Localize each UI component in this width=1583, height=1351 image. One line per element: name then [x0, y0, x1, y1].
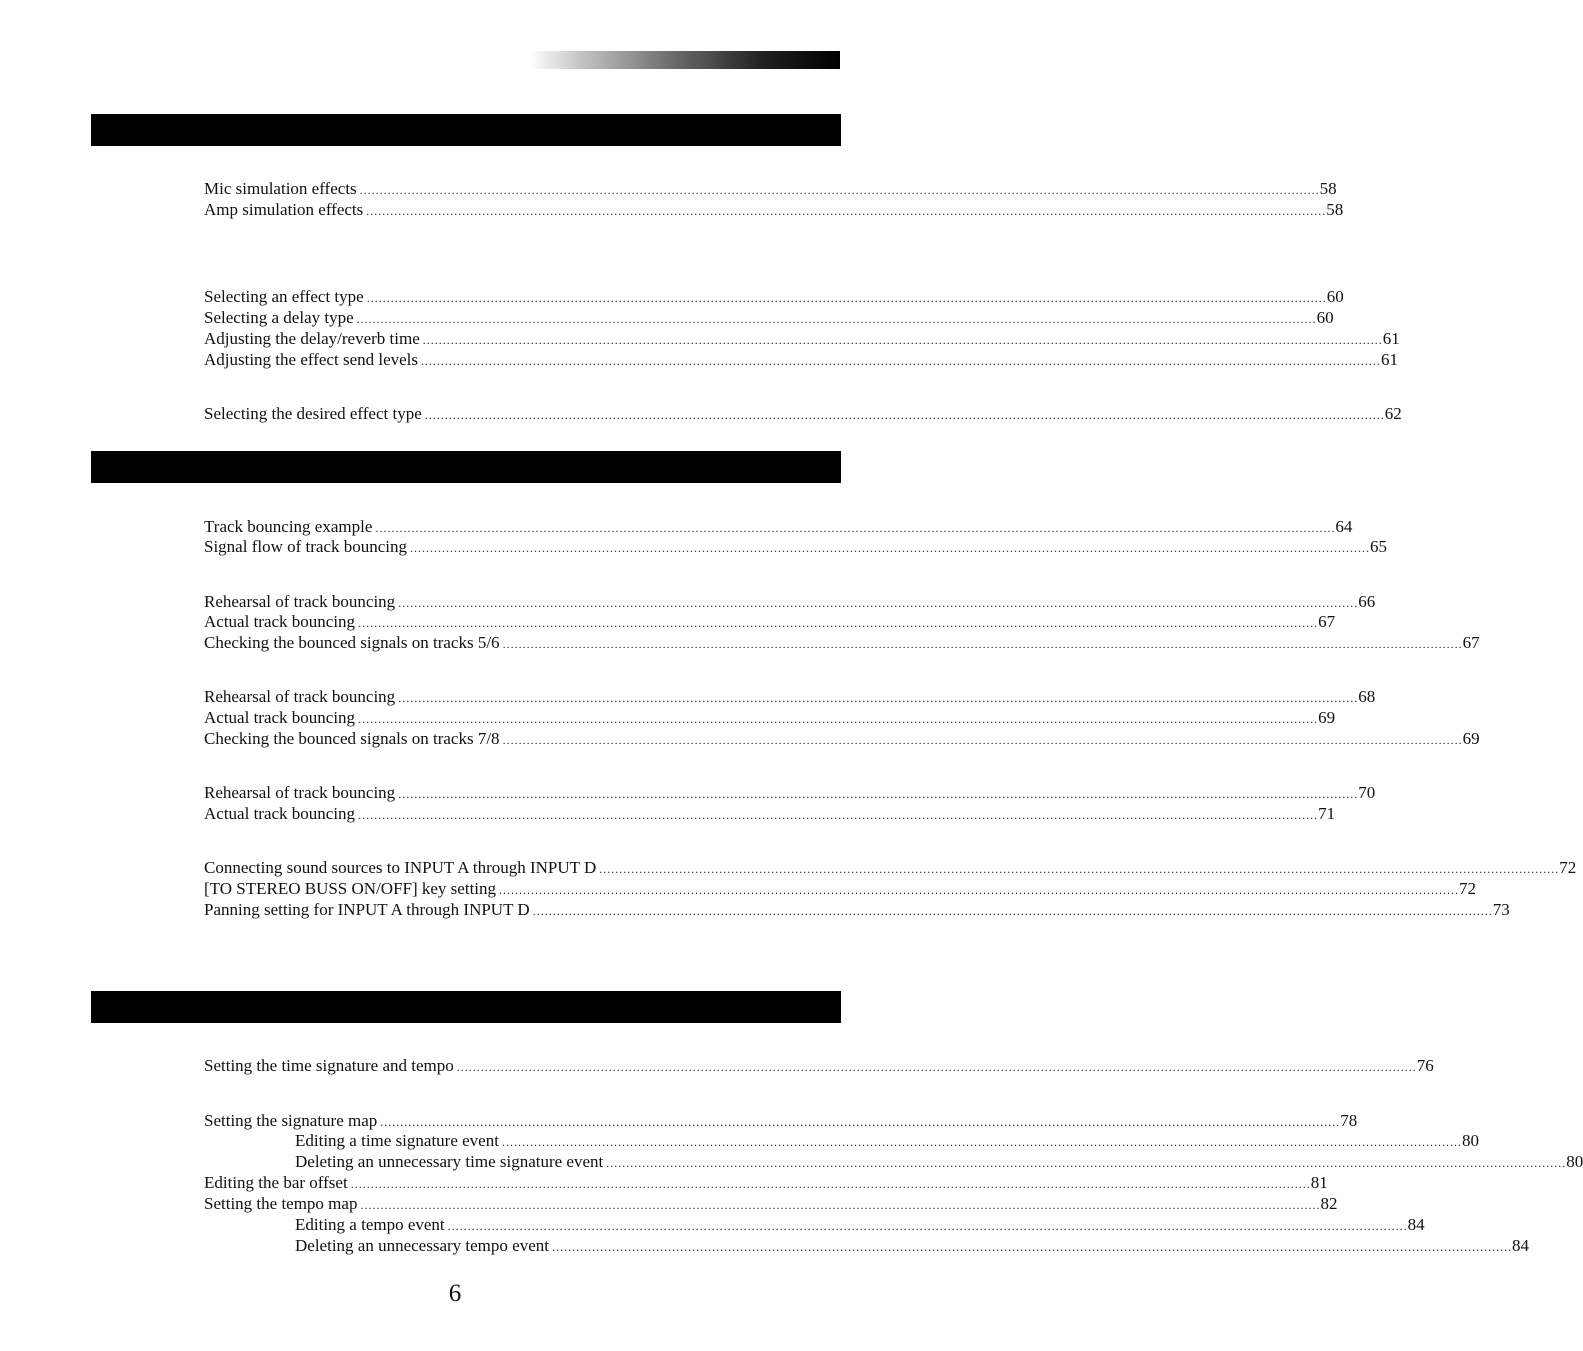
toc-entry-page: 60 — [1326, 287, 1344, 306]
toc-entry-title: Connecting sound sources to INPUT A through INPUT D — [204, 858, 597, 877]
toc-entry-page: 84 — [1511, 1236, 1529, 1255]
toc-entry-page: 81 — [1310, 1173, 1328, 1192]
toc-entry-title: Selecting an effect type — [204, 287, 364, 306]
toc-entry[interactable] — [204, 857, 1577, 878]
toc-entry-page: 80 — [1566, 1152, 1583, 1171]
dot-leader: ................................................................................................................................................................................................................................................ — [375, 521, 1336, 535]
dot-leader: ................................................................................................................................................................................................................................................ — [356, 312, 1317, 326]
toc-entry-page: 84 — [1407, 1215, 1425, 1234]
toc-entry-page: 67 — [1462, 633, 1480, 652]
dot-leader: ................................................................................................................................................................................................................................................ — [358, 616, 1319, 630]
toc-entry[interactable] — [204, 728, 1480, 749]
toc-entry-title: Editing a tempo event — [295, 1215, 445, 1234]
toc-entry-title: Editing a time signature event — [295, 1131, 499, 1150]
toc-entry-title: Selecting a delay type — [204, 308, 354, 327]
toc-entry[interactable] — [204, 1172, 1328, 1193]
toc-entry-page: 61 — [1381, 350, 1399, 369]
toc-entry[interactable] — [204, 403, 1402, 424]
toc-entry[interactable] — [204, 632, 1480, 653]
dot-leader: ................................................................................................................................................................................................................................................ — [410, 541, 1371, 555]
toc-entry[interactable] — [204, 349, 1399, 370]
toc-entry-page: 82 — [1320, 1194, 1338, 1213]
dot-leader: ................................................................................................................................................................................................................................................ — [398, 596, 1359, 610]
toc-entry-title: Actual track bouncing — [204, 708, 356, 727]
toc-entry-page: 69 — [1318, 708, 1336, 727]
toc-entry[interactable] — [204, 1110, 1358, 1131]
page-number: 6 — [448, 1280, 462, 1307]
toc-entry-page: 64 — [1335, 517, 1353, 536]
dot-leader: ................................................................................................................................................................................................................................................ — [366, 204, 1327, 218]
toc-entry[interactable] — [204, 1055, 1434, 1076]
toc-entry[interactable] — [204, 286, 1344, 307]
toc-entry-title: Checking the bounced signals on tracks 7/8 — [204, 729, 500, 748]
section-heading-bar — [91, 114, 841, 146]
toc-entry-title: Rehearsal of track bouncing — [204, 592, 396, 611]
dot-leader: ................................................................................................................................................................................................................................................ — [421, 354, 1382, 368]
dot-leader: ................................................................................................................................................................................................................................................ — [599, 862, 1560, 876]
toc-entry-title: Track bouncing example — [204, 517, 373, 536]
dot-leader: ................................................................................................................................................................................................................................................ — [366, 291, 1327, 305]
toc-entry-page: 58 — [1319, 179, 1337, 198]
dot-leader: ................................................................................................................................................................................................................................................ — [606, 1156, 1567, 1170]
dot-leader: ................................................................................................................................................................................................................................................ — [359, 183, 1320, 197]
toc-entry-title: Actual track bouncing — [204, 612, 356, 631]
dot-leader: ................................................................................................................................................................................................................................................ — [398, 691, 1359, 705]
dot-leader: ................................................................................................................................................................................................................................................ — [358, 808, 1319, 822]
toc-entry-page: 72 — [1559, 858, 1577, 877]
dot-leader: ................................................................................................................................................................................................................................................ — [424, 408, 1385, 422]
toc-entry-page: 70 — [1358, 783, 1376, 802]
toc-entry-page: 62 — [1384, 404, 1402, 423]
dot-leader: ................................................................................................................................................................................................................................................ — [380, 1115, 1341, 1129]
toc-entry[interactable] — [204, 707, 1336, 728]
toc-entry-title: Setting the tempo map — [204, 1194, 358, 1213]
toc-entry-page: 78 — [1340, 1111, 1358, 1130]
toc-entry[interactable] — [204, 307, 1334, 328]
toc-entry[interactable] — [204, 611, 1336, 632]
section-heading-bar — [91, 451, 841, 483]
dot-leader: ................................................................................................................................................................................................................................................ — [532, 904, 1493, 918]
toc-entry-title: Rehearsal of track bouncing — [204, 783, 396, 802]
dot-leader: ................................................................................................................................................................................................................................................ — [501, 1135, 1462, 1149]
toc-entry-page: 76 — [1416, 1056, 1434, 1075]
toc-entry-title: Mic simulation effects — [204, 179, 357, 198]
toc-entry-page: 69 — [1462, 729, 1480, 748]
toc-entry-title: Deleting an unnecessary tempo event — [295, 1236, 549, 1255]
toc-entry[interactable] — [204, 536, 1388, 557]
toc-entry-page: 71 — [1318, 804, 1336, 823]
toc-entry-title: Adjusting the delay/reverb time — [204, 329, 420, 348]
toc-entry-title: Setting the time signature and tempo — [204, 1056, 454, 1075]
toc-entry[interactable] — [204, 199, 1344, 220]
toc-entry-page: 58 — [1326, 200, 1344, 219]
toc-entry[interactable] — [204, 782, 1376, 803]
dot-leader: ................................................................................................................................................................................................................................................ — [447, 1219, 1408, 1233]
toc-entry[interactable] — [204, 803, 1336, 824]
toc-subentry[interactable] — [295, 1214, 1425, 1235]
toc-subentry[interactable] — [295, 1151, 1583, 1172]
toc-entry-title: Amp simulation effects — [204, 200, 364, 219]
dot-leader: ................................................................................................................................................................................................................................................ — [502, 637, 1463, 651]
dot-leader: ................................................................................................................................................................................................................................................ — [350, 1177, 1311, 1191]
toc-entry-title: Editing the bar offset — [204, 1173, 348, 1192]
toc-entry-page: 72 — [1459, 879, 1477, 898]
toc-entry-page: 61 — [1382, 329, 1400, 348]
dot-leader: ................................................................................................................................................................................................................................................ — [422, 333, 1383, 347]
dot-leader: ................................................................................................................................................................................................................................................ — [551, 1240, 1512, 1254]
header-gradient-bar — [530, 51, 840, 69]
toc-entry[interactable] — [204, 591, 1376, 612]
toc-entry[interactable] — [204, 1193, 1338, 1214]
toc-entry[interactable] — [204, 328, 1400, 349]
toc-entry-title: Signal flow of track bouncing — [204, 537, 408, 556]
dot-leader: ................................................................................................................................................................................................................................................ — [360, 1198, 1321, 1212]
toc-entry-page: 80 — [1461, 1131, 1479, 1150]
section-heading-bar — [91, 991, 841, 1023]
toc-entry-title: Rehearsal of track bouncing — [204, 687, 396, 706]
toc-entry-page: 65 — [1370, 537, 1388, 556]
toc-entry-page: 67 — [1318, 612, 1336, 631]
toc-entry[interactable] — [204, 516, 1353, 537]
toc-subentry[interactable] — [295, 1130, 1479, 1151]
toc-entry-page: 73 — [1492, 900, 1510, 919]
toc-entry-title: [TO STEREO BUSS ON/OFF] key setting — [204, 879, 497, 898]
toc-entry-title: Actual track bouncing — [204, 804, 356, 823]
toc-entry-page: 60 — [1316, 308, 1334, 327]
toc-entry-title: Panning setting for INPUT A through INPUT D — [204, 900, 530, 919]
toc-entry[interactable] — [204, 878, 1477, 899]
toc-entry-title: Setting the signature map — [204, 1111, 378, 1130]
toc-entry-page: 66 — [1358, 592, 1376, 611]
toc-entry-title: Selecting the desired effect type — [204, 404, 422, 423]
toc-entry-title: Adjusting the effect send levels — [204, 350, 419, 369]
dot-leader: ................................................................................................................................................................................................................................................ — [502, 733, 1463, 747]
toc-entry[interactable] — [204, 899, 1510, 920]
toc-entry[interactable] — [204, 686, 1376, 707]
toc-entry-title: Deleting an unnecessary time signature event — [295, 1152, 604, 1171]
toc-subentry[interactable] — [295, 1235, 1529, 1256]
toc-entry-page: 68 — [1358, 687, 1376, 706]
dot-leader: ................................................................................................................................................................................................................................................ — [499, 883, 1460, 897]
dot-leader: ................................................................................................................................................................................................................................................ — [358, 712, 1319, 726]
dot-leader: ................................................................................................................................................................................................................................................ — [456, 1060, 1417, 1074]
toc-entry-title: Checking the bounced signals on tracks 5/6 — [204, 633, 500, 652]
toc-entry[interactable] — [204, 178, 1337, 199]
dot-leader: ................................................................................................................................................................................................................................................ — [398, 787, 1359, 801]
